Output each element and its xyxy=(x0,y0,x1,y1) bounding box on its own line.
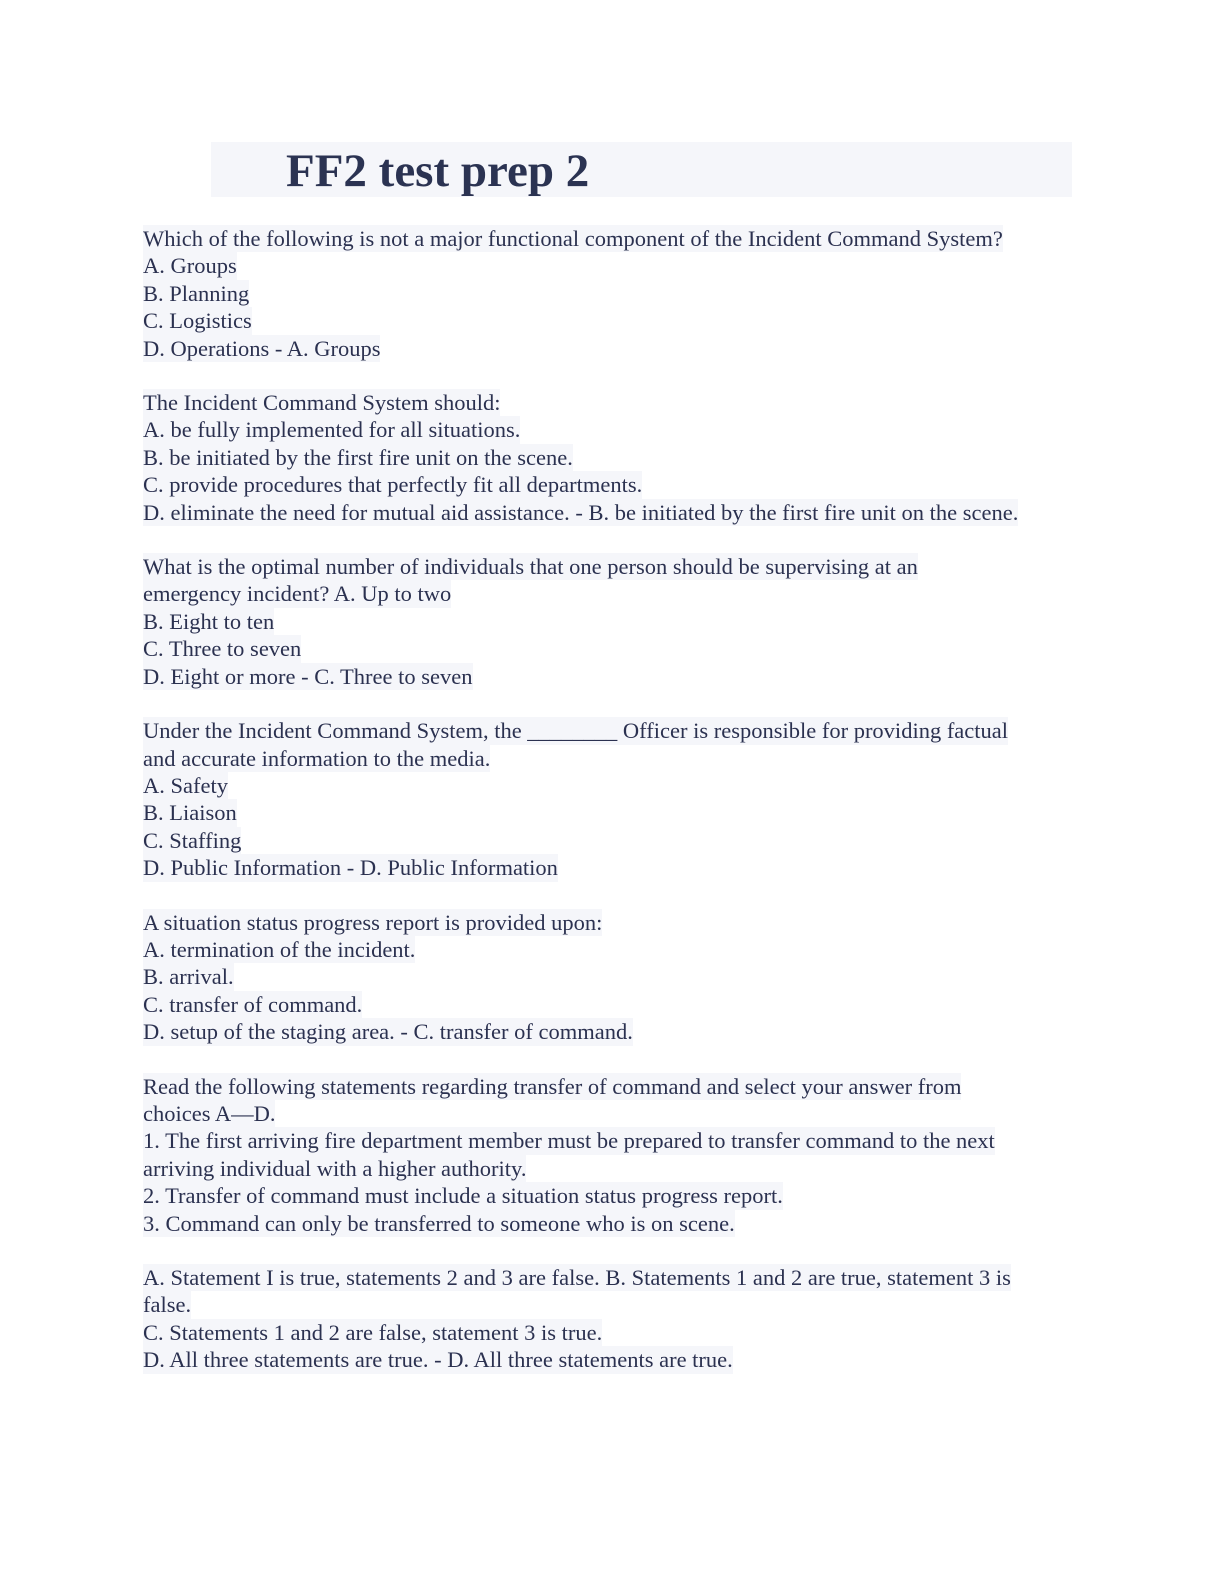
text-line: B. arrival. xyxy=(143,964,234,990)
text-line: D. Public Information - D. Public Information xyxy=(143,855,558,881)
text-line: B. Liaison xyxy=(143,800,237,826)
question-block xyxy=(143,389,1083,526)
question-text: Read the following statements regarding transfer of command and select your answer from xyxy=(143,1073,962,1099)
text-line: 3. Command can only be transferred to someone who is on scene. xyxy=(143,1210,735,1236)
question-block xyxy=(143,225,1083,362)
text-line: C. transfer of command. xyxy=(143,991,363,1017)
text-line: C. Statements 1 and 2 are false, statement 3 is true. xyxy=(143,1319,603,1345)
text-line: B. Planning xyxy=(143,280,250,306)
text-line: 2. Transfer of command must include a situation status progress report. xyxy=(143,1183,783,1209)
text-line: C. provide procedures that perfectly fit all departments. xyxy=(143,472,643,498)
document-body xyxy=(143,225,1083,1401)
question-block xyxy=(143,1073,1083,1237)
text-line: D. All three statements are true. - D. All three statements are true. xyxy=(143,1347,733,1373)
title-bar xyxy=(211,142,1072,197)
text-line: C. Logistics xyxy=(143,308,252,334)
question-text: The Incident Command System should: xyxy=(143,390,501,416)
question-text: Under the Incident Command System, the ________ Officer is responsible for providing factual xyxy=(143,718,1009,744)
text-line: D. Operations - A. Groups xyxy=(143,335,381,361)
question-text: A situation status progress report is provided upon: xyxy=(143,909,603,935)
text-line: 1. The first arriving fire department member must be prepared to transfer command to the next xyxy=(143,1128,995,1154)
question-block xyxy=(143,1264,1083,1374)
text-line: A. termination of the incident. xyxy=(143,936,416,962)
text-line: A. Safety xyxy=(143,772,228,798)
text-line: false. xyxy=(143,1292,192,1318)
question-block xyxy=(143,553,1083,690)
text-line: C. Three to seven xyxy=(143,636,302,662)
text-line: A. Groups xyxy=(143,253,237,279)
text-line: D. setup of the staging area. - C. transfer of command. xyxy=(143,1019,633,1045)
text-line: and accurate information to the media. xyxy=(143,745,491,771)
question-block xyxy=(143,717,1083,881)
text-line: D. eliminate the need for mutual aid assistance. - B. be initiated by the first fire unit on the scene. xyxy=(143,499,1019,525)
text-line: arriving individual with a higher authority. xyxy=(143,1155,527,1181)
text-line: A. be fully implemented for all situations. xyxy=(143,417,521,443)
text-line: emergency incident? A. Up to two xyxy=(143,581,452,607)
question-text: What is the optimal number of individuals that one person should be supervising at an xyxy=(143,554,918,580)
text-line: B. be initiated by the first fire unit on the scene. xyxy=(143,444,573,470)
question-block xyxy=(143,909,1083,1046)
text-line: choices A—D. xyxy=(143,1100,276,1126)
question-text: Which of the following is not a major functional component of the Incident Command System? xyxy=(143,226,1003,251)
text-line: B. Eight to ten xyxy=(143,608,275,634)
question-text: A. Statement I is true, statements 2 and 3 are false. B. Statements 1 and 2 are true, statement 3 is xyxy=(143,1265,1011,1290)
text-line: D. Eight or more - C. Three to seven xyxy=(143,663,473,689)
text-line: C. Staffing xyxy=(143,827,242,853)
page-title: FF2 test prep 2 xyxy=(286,145,590,197)
